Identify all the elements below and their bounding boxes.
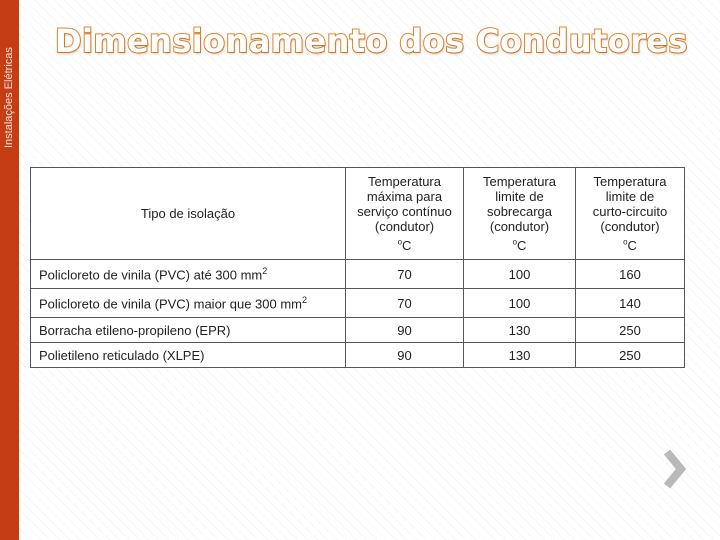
short-circuit-temp-value: 250 (576, 343, 685, 368)
sidebar-band (0, 0, 19, 540)
table-header-row (31, 168, 685, 260)
max-service-temp-value: 70 (346, 289, 464, 318)
header-insulation-type: Tipo de isolação (31, 168, 346, 260)
insulation-name: Polietileno reticulado (XLPE) (31, 343, 346, 368)
table-row (31, 318, 685, 343)
sidebar-label: Instalações Elétricas (3, 47, 15, 148)
insulation-table-container (30, 167, 685, 368)
chevron-right-icon[interactable] (660, 447, 688, 491)
insulation-name: Policloreto de vinila (PVC) até 300 $mm^2$ (31, 260, 346, 289)
max-service-temp-value: 70 (346, 260, 464, 289)
overload-temp-value: 100 (464, 289, 576, 318)
max-service-temp-value: 90 (346, 343, 464, 368)
short-circuit-temp-value: 250 (576, 318, 685, 343)
header-max-service-temp: Temperatura máxima para serviço contínuo (condutor) $^o$C (346, 168, 464, 260)
short-circuit-temp-value: 160 (576, 260, 685, 289)
table-row (31, 343, 685, 368)
overload-temp-value: 100 (464, 260, 576, 289)
table-row (31, 289, 685, 318)
header-short-circuit-temp: Temperatura limite de curto-circuito (condutor) $^o$C (576, 168, 685, 260)
table-row (31, 260, 685, 289)
short-circuit-temp-value: 140 (576, 289, 685, 318)
insulation-name: Policloreto de vinila (PVC) maior que 300 $mm^2$ (31, 289, 346, 318)
insulation-name: Borracha etileno-propileno (EPR) (31, 318, 346, 343)
insulation-table (30, 167, 685, 368)
overload-temp-value: 130 (464, 343, 576, 368)
header-overload-temp: Temperatura limite de sobrecarga (condutor) $^o$C (464, 168, 576, 260)
max-service-temp-value: 90 (346, 318, 464, 343)
overload-temp-value: 130 (464, 318, 576, 343)
slide-title: Dimensionamento dos Condutores (55, 22, 688, 60)
